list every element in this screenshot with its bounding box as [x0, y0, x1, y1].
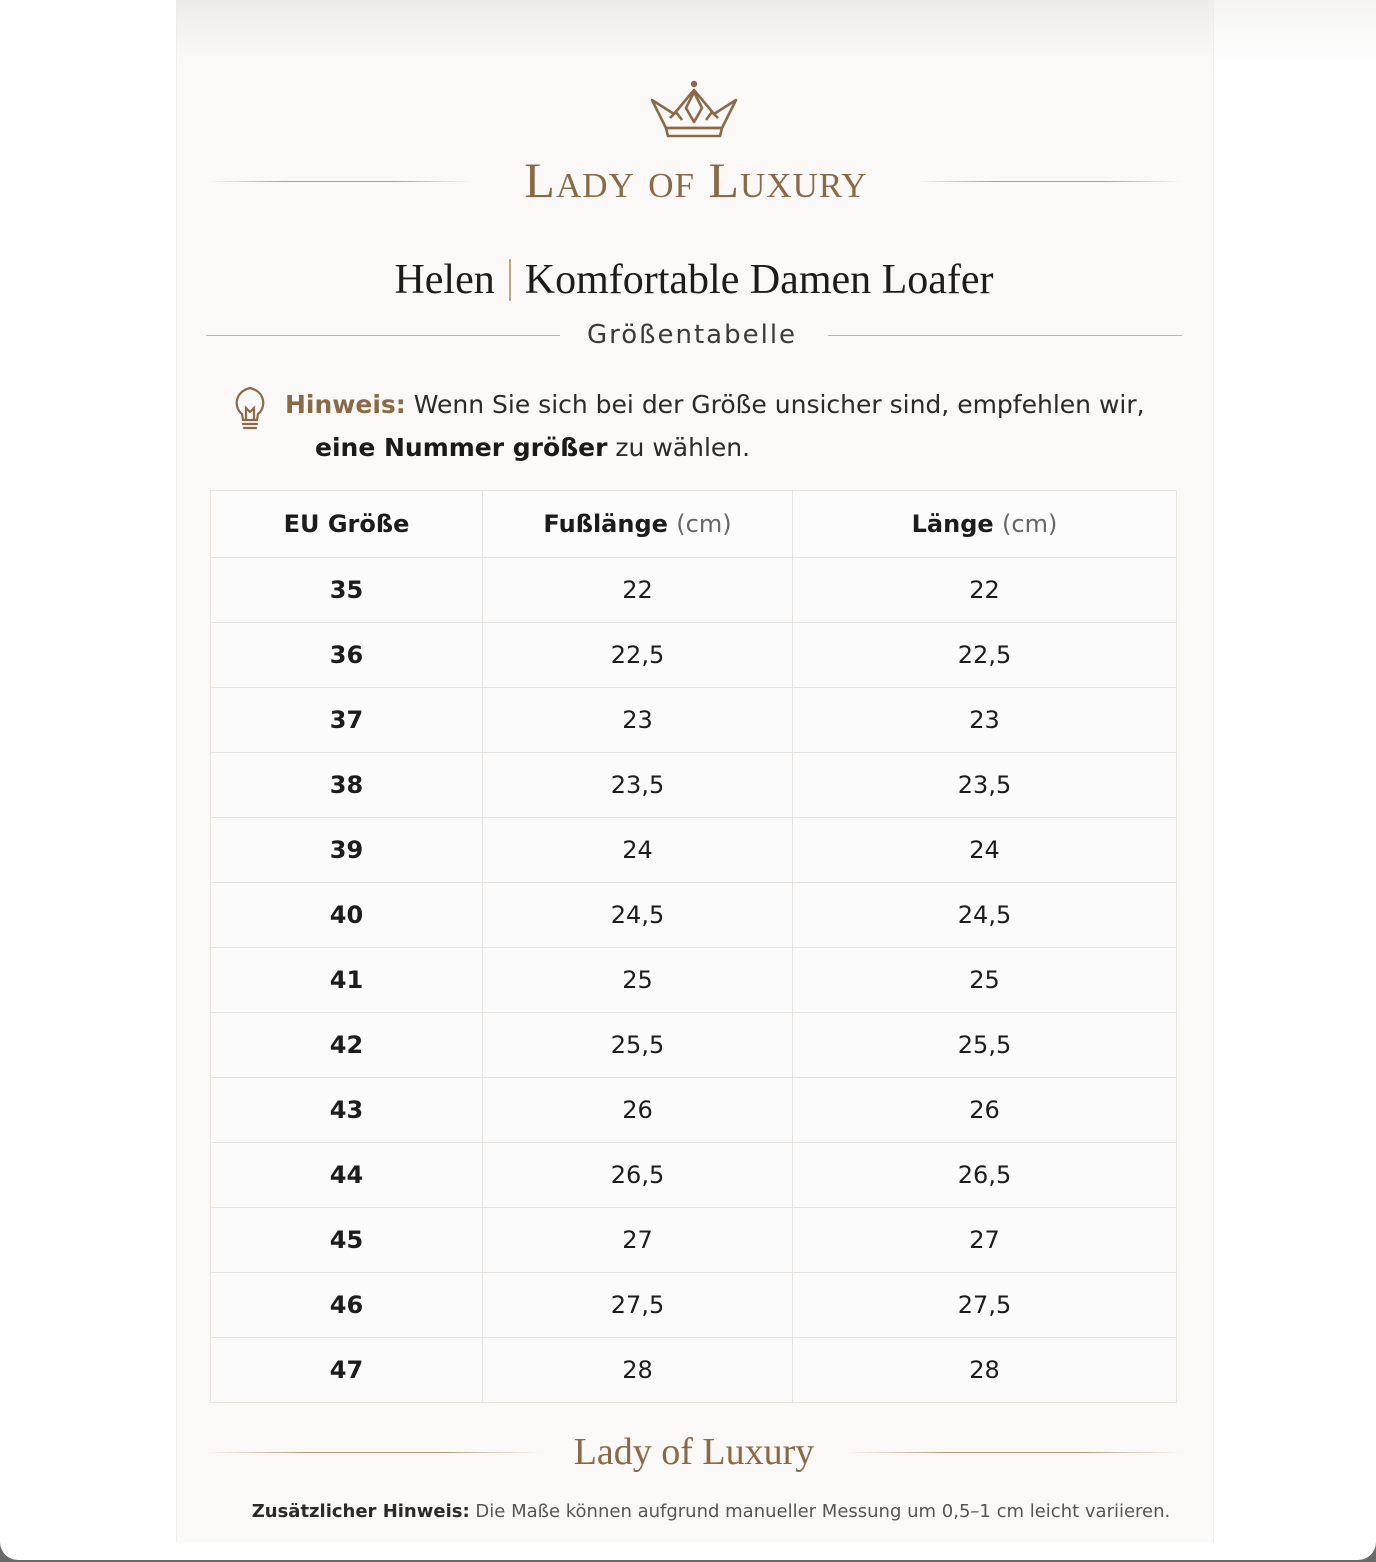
foot-length-cell: 24	[483, 818, 793, 883]
footer-divider-left	[206, 1452, 542, 1453]
eu-size-cell: 43	[211, 1078, 483, 1143]
foot-length-cell: 22,5	[483, 623, 793, 688]
column-header-length: Länge (cm)	[793, 491, 1177, 558]
foot-length-cell: 22	[483, 558, 793, 623]
foot-length-cell: 27	[483, 1208, 793, 1273]
additional-note	[176, 1498, 1246, 1526]
hint-text: Wenn Sie sich bei der Größe unsicher sind, empfehlen wir,	[413, 390, 1145, 419]
foot-length-cell: 25,5	[483, 1013, 793, 1078]
size-chart-subtitle: Größentabelle	[586, 320, 798, 350]
hint-text-line-1	[285, 388, 1145, 422]
length-cell: 25,5	[793, 1013, 1177, 1078]
foot-length-cell: 26	[483, 1078, 793, 1143]
table-row	[211, 1273, 1177, 1338]
background-haze	[1214, 0, 1376, 70]
brand-divider-right	[916, 181, 1182, 182]
footer-brand-row	[206, 1428, 1182, 1478]
length-cell: 26	[793, 1078, 1177, 1143]
eu-size-cell: 42	[211, 1013, 483, 1078]
eu-size-cell: 41	[211, 948, 483, 1013]
column-header-foot-length: Fußlänge (cm)	[483, 491, 793, 558]
table-row	[211, 1078, 1177, 1143]
length-cell: 22,5	[793, 623, 1177, 688]
table-row	[211, 753, 1177, 818]
length-cell: 26,5	[793, 1143, 1177, 1208]
eu-size-cell: 47	[211, 1338, 483, 1403]
eu-size-cell: 45	[211, 1208, 483, 1273]
foot-length-cell: 25	[483, 948, 793, 1013]
eu-size-cell: 37	[211, 688, 483, 753]
subtitle-divider-left	[206, 335, 560, 336]
crown-icon	[646, 78, 742, 142]
card-top-shadow	[176, 0, 1214, 60]
foot-length-cell: 26,5	[483, 1143, 793, 1208]
length-cell: 24,5	[793, 883, 1177, 948]
product-description: Komfortable Damen Loafer	[524, 257, 994, 303]
table-row	[211, 1143, 1177, 1208]
length-cell: 23	[793, 688, 1177, 753]
length-cell: 25	[793, 948, 1177, 1013]
hint-emphasis: eine Nummer größer	[315, 433, 608, 462]
column-header-eu-size: EU Größe	[211, 491, 483, 558]
foot-length-cell: 28	[483, 1338, 793, 1403]
length-cell: 28	[793, 1338, 1177, 1403]
eu-size-cell: 35	[211, 558, 483, 623]
foot-length-cell: 23,5	[483, 753, 793, 818]
length-cell: 27	[793, 1208, 1177, 1273]
hint-text-line-2	[315, 431, 750, 465]
subtitle-row	[206, 316, 1182, 356]
foot-length-cell: 23	[483, 688, 793, 753]
window-bottom-rounded	[0, 1542, 1376, 1560]
eu-size-cell: 36	[211, 623, 483, 688]
product-name: Helen	[394, 257, 495, 303]
additional-note-text: Die Maße können aufgrund manueller Messung um 0,5–1 cm leicht variieren.	[475, 1501, 1171, 1522]
table-row	[211, 1208, 1177, 1273]
additional-note-label: Zusätzlicher Hinweis:	[251, 1501, 470, 1522]
table-row	[211, 883, 1177, 948]
table-row	[211, 1013, 1177, 1078]
product-title	[206, 252, 1182, 308]
title-separator	[509, 259, 511, 301]
brand-header	[206, 150, 1182, 210]
length-cell: 23,5	[793, 753, 1177, 818]
hint-label: Hinweis:	[285, 390, 406, 419]
footer-brand-text: Lady of Luxury	[573, 1431, 815, 1473]
table-row	[211, 623, 1177, 688]
hint-suffix: zu wählen.	[615, 433, 751, 462]
table-row	[211, 948, 1177, 1013]
length-cell: 22	[793, 558, 1177, 623]
eu-size-cell: 46	[211, 1273, 483, 1338]
size-hint	[230, 384, 1190, 474]
footer-divider-right	[846, 1452, 1182, 1453]
table-row	[211, 688, 1177, 753]
eu-size-cell: 39	[211, 818, 483, 883]
table-row	[211, 818, 1177, 883]
foot-length-cell: 24,5	[483, 883, 793, 948]
eu-size-cell: 40	[211, 883, 483, 948]
eu-size-cell: 38	[211, 753, 483, 818]
size-table	[210, 490, 1177, 1403]
subtitle-divider-right	[828, 335, 1182, 336]
table-row	[211, 558, 1177, 623]
table-header-row	[211, 491, 1177, 558]
brand-divider-left	[206, 181, 472, 182]
length-cell: 27,5	[793, 1273, 1177, 1338]
eu-size-cell: 44	[211, 1143, 483, 1208]
foot-length-cell: 27,5	[483, 1273, 793, 1338]
brand-logo-text: Lady of Luxury	[524, 152, 868, 208]
table-row	[211, 1338, 1177, 1403]
length-cell: 24	[793, 818, 1177, 883]
lightbulb-icon	[230, 384, 270, 434]
